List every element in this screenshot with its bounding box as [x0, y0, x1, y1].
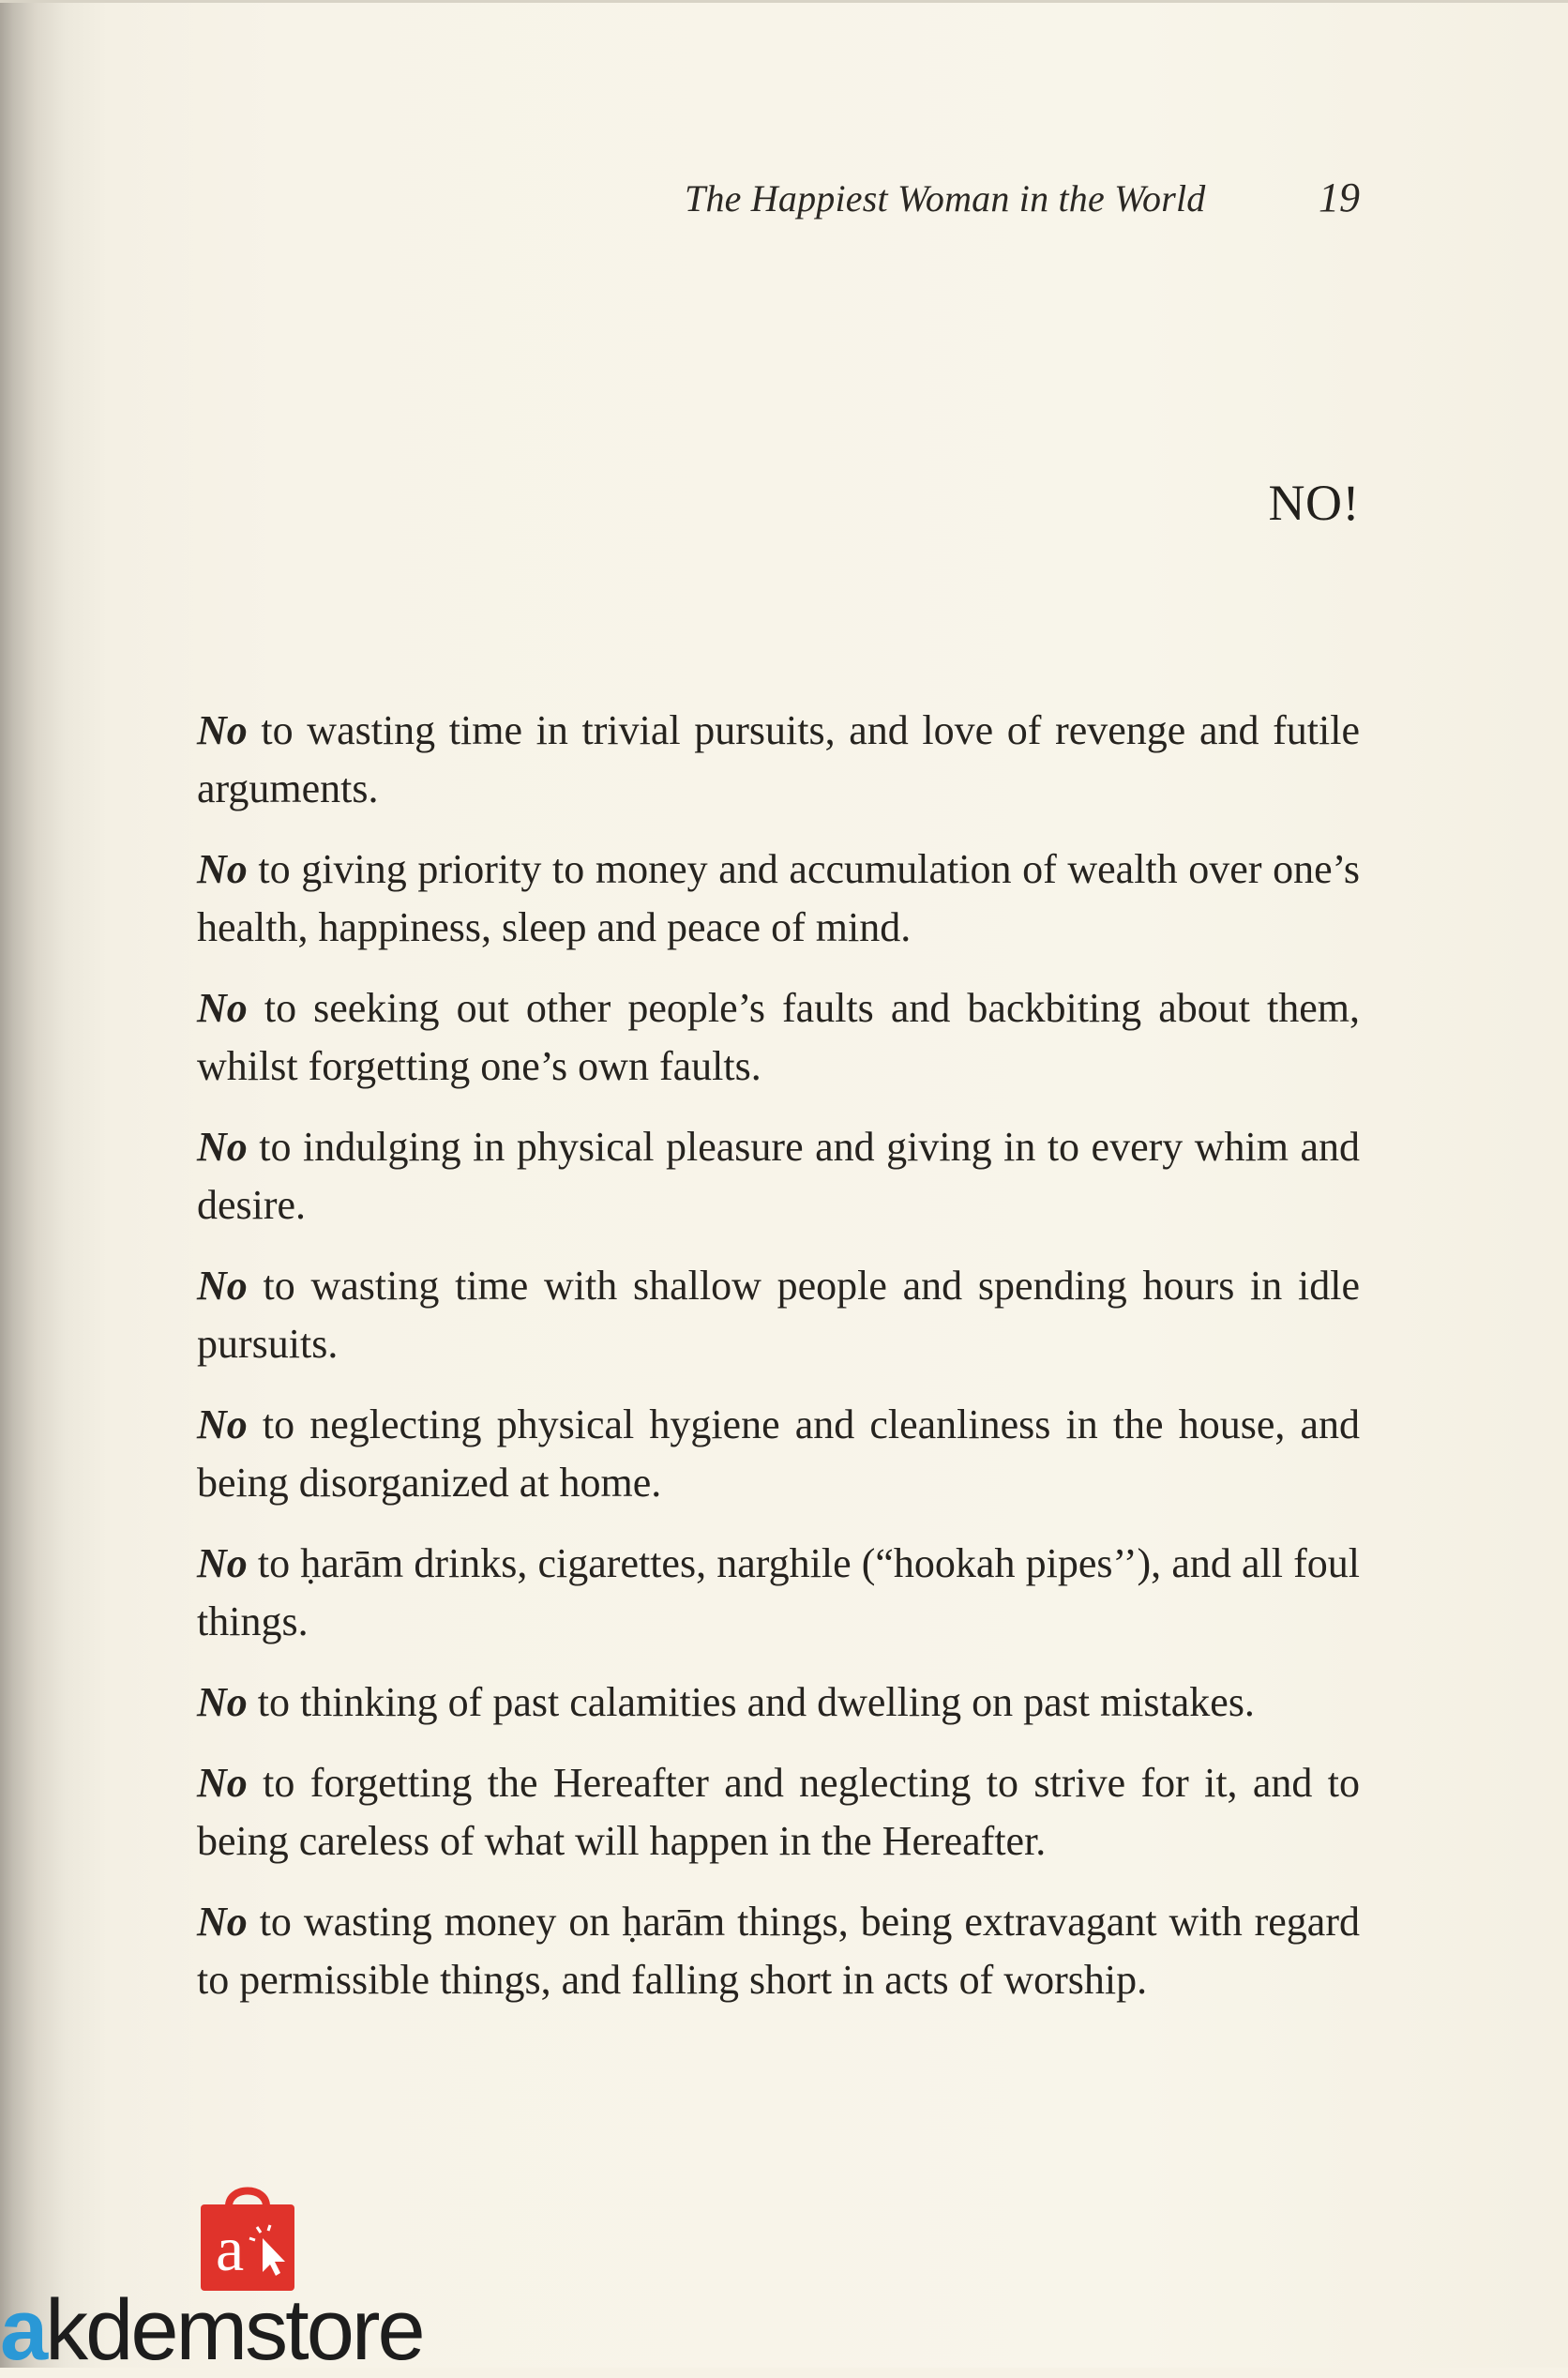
paragraph [197, 841, 1360, 957]
paragraph [197, 1535, 1360, 1651]
chapter-title: NO! [1268, 475, 1360, 531]
running-title: The Happiest Woman in the World [685, 177, 1206, 220]
paragraph-text: to ḥarām drinks, cigarettes, narghile (“hookah pipes’’), and all foul things. [197, 1540, 1360, 1644]
paragraph-text: to giving priority to money and accumulation of wealth over one’s health, happiness, sleep and peace of mind. [197, 846, 1360, 950]
paragraph-lead: No [197, 1540, 248, 1586]
brand-initial: a [0, 2282, 46, 2378]
paragraph-text: to indulging in physical pleasure and giving in to every whim and desire. [197, 1124, 1360, 1228]
paragraph-text: to wasting money on ḥarām things, being extravagant with regard to permissible things, and falling short in acts of worship. [197, 1899, 1360, 2003]
paragraph-lead: No [197, 846, 248, 892]
page-number: 19 [1319, 174, 1360, 220]
store-brand-text [0, 2282, 423, 2378]
paragraph-text: to seeking out other people’s faults and backbiting about them, whilst forgetting one’s own faults. [197, 985, 1360, 1089]
paragraph [197, 1754, 1360, 1871]
paragraph-text: to neglecting physical hygiene and cleanliness in the house, and being disorganized at home. [197, 1401, 1360, 1506]
paragraph [197, 1674, 1360, 1732]
paragraph-lead: No [197, 1679, 248, 1725]
paragraph [197, 979, 1360, 1096]
paragraph-text: to forgetting the Hereafter and neglecting to strive for it, and to being careless of what will happen in the Hereafter. [197, 1760, 1360, 1864]
svg-text:a: a [216, 2213, 245, 2284]
paragraph-lead: No [197, 1124, 248, 1170]
paragraph-text: to thinking of past calamities and dwelling on past mistakes. [247, 1679, 1255, 1725]
paragraph-lead: No [197, 1263, 248, 1309]
paragraph-text: to wasting time with shallow people and spending hours in idle pursuits. [197, 1263, 1360, 1367]
paragraph-lead: No [197, 1899, 248, 1945]
paragraph [197, 1893, 1360, 2009]
page-top-edge [0, 0, 1568, 3]
brand-rest: kdemstore [45, 2282, 423, 2378]
page-body [197, 702, 1360, 2032]
paragraph [197, 1396, 1360, 1512]
paragraph-lead: No [197, 1401, 248, 1447]
paragraph-lead: No [197, 985, 248, 1031]
paragraph-lead: No [197, 1760, 248, 1806]
store-watermark [0, 2173, 525, 2378]
paragraph [197, 1257, 1360, 1373]
paragraph [197, 1118, 1360, 1234]
paragraph-lead: No [197, 707, 248, 753]
shopping-bag-icon [195, 2178, 300, 2296]
paragraph [197, 702, 1360, 818]
running-header [685, 174, 1360, 221]
paragraph-text: to wasting time in trivial pursuits, and love of revenge and futile arguments. [197, 707, 1360, 811]
